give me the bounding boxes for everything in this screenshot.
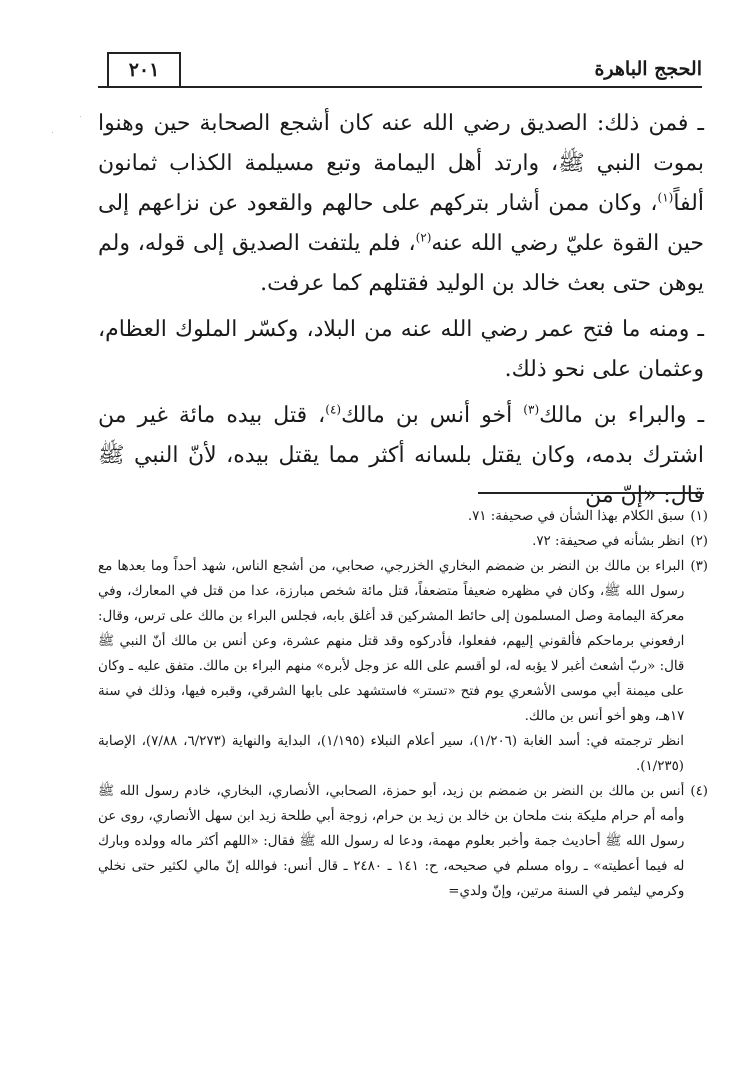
page-header: [98, 52, 702, 92]
paragraph-1-text: ـ فمن ذلك: الصديق رضي الله عنه كان أشجع الصحابة حين وهنوا بموت النبي ﷺ، وارتد أهل اليمامة وتبع مسيلمة الكذاب ثمانون ألفاً: [98, 111, 704, 216]
paragraph-3-text: ـ والبراء بن مالك: [539, 403, 705, 428]
footnote-text: انظر بشأنه في صحيفة: ٧٢.: [532, 534, 685, 549]
paragraph-1-text-3: ، فلم يلتفت الصديق إلى قوله، ولم يوهن حتى بعث خالد بن الوليد فقتلهم كما عرفت.: [98, 231, 704, 296]
paragraph-2: [98, 310, 704, 390]
paragraph-3-text-3: ، قتل بيده مائة غير من اشترك بدمه، وكان يقتل بلسانه أكثر مما يقتل بيده، لأنّ النبي ﷺ قال: «إنّ من: [98, 403, 704, 508]
footnote-text: أنس بن مالك بن النضر بن ضمضم بن زيد، أبو حمزة، الصحابي، الأنصاري، البخاري، خادم رسول الله ﷺ وأمه أم حرام مليكة بنت ملحان بن خالد بن زيد بن حرام، زوجة أبي طلحة زيد ابن سهل الأنصاري، روى عن رسول الله ﷺ أحاديث جمة وأخبر بعلوم مهمة، ودعا له رسول الله ﷺ فقال: «اللهم أكثر ماله وولده وبارك له فيما أعطيته» ـ رواه مسلم في صحيحه، ح: ١٤١ ـ ٢٤٨٠ ـ قال أنس: فوالله إنّ مالي لكثير حتى نخلي وكرمي ليثمر في السنة مرتين، وإنّ ولدي=: [98, 784, 685, 899]
running-title: الحجج الباهرة: [594, 58, 702, 80]
footnote-text: سبق الكلام بهذا الشأن في صحيفة: ٧١.: [467, 509, 685, 524]
footnote-ref-4: (٤): [325, 402, 342, 417]
page-number: ٢٠١: [107, 52, 181, 86]
footnote-number: (٢): [690, 534, 708, 549]
footnote-number: (٤): [690, 784, 708, 799]
paragraph-1-text-2: ، وكان ممن أشار بتركهم على حالهم والقعود عن نزاعهم إلى حين القوة عليّ رضي الله عنه: [98, 191, 704, 256]
paragraph-3: [98, 396, 704, 516]
scan-speck: [80, 116, 81, 117]
header-rule: [98, 86, 702, 88]
footnote-4: [98, 779, 708, 904]
footnote-ref-3: (٣): [523, 402, 540, 417]
footnote-3: [98, 554, 708, 729]
main-text: [98, 104, 704, 522]
paragraph-1: [98, 104, 704, 304]
footnotes: [98, 504, 708, 904]
paragraph-2-text: ـ ومنه ما فتح عمر رضي الله عنه من البلاد، وكسّر الملوك العظام، وعثمان على نحو ذلك.: [98, 317, 704, 382]
footnote-3-references: انظر ترجمته في: أسد الغابة (١/٢٠٦)، سير أعلام النبلاء (١/١٩٥)، البداية والنهاية (٦/٢٧٣، ٧/٨٨)، الإصابة (١/٢٣٥).: [98, 734, 684, 774]
footnote-number: (٣): [690, 559, 708, 574]
footnote-number: (١): [690, 509, 708, 524]
footnote-text: البراء بن مالك بن النضر بن ضمضم البخاري الخزرجي، صحابي، من أشجع الناس، شهد أحداً وما بعدها مع رسول الله ﷺ، وكان في مظهره ضعيفاً متضعفاً، قتل مائة شخص مبارزة، عدا من قتل في المعارك، وفي معركة اليمامة وصل المسلمون إلى حائط المشركين قد أغلق بابه، فجلس البراء بن مالك على ترس، وقال: ارفعوني برماحكم فألقوني إليهم، ففعلوا، فأدركوه وقد قتل منهم عشرة، وعن أنس بن مالك أنّ النبي ﷺ قال: «ربّ أشعث أغبر لا يؤبه له، لو أقسم على الله عز وجل لأبره» منهم البراء بن مالك. متفق عليه ـ وكان على ميمنة أبي موسى الأشعري يوم فتح «تستر» فاستشهد على بابها الشرقي، وقبره فيها، وذلك في سنة ١٧هـ، وهو أخو أنس بن مالك.: [98, 559, 685, 724]
footnote-2: [98, 529, 708, 554]
footnote-1: [98, 504, 708, 529]
scan-speck: [52, 132, 53, 133]
footnote-separator: [478, 492, 704, 494]
paragraph-3-text-2: أخو أنس بن مالك: [341, 403, 524, 428]
footnote-ref-1: (١): [657, 190, 674, 205]
footnote-ref-2: (٢): [415, 230, 432, 245]
